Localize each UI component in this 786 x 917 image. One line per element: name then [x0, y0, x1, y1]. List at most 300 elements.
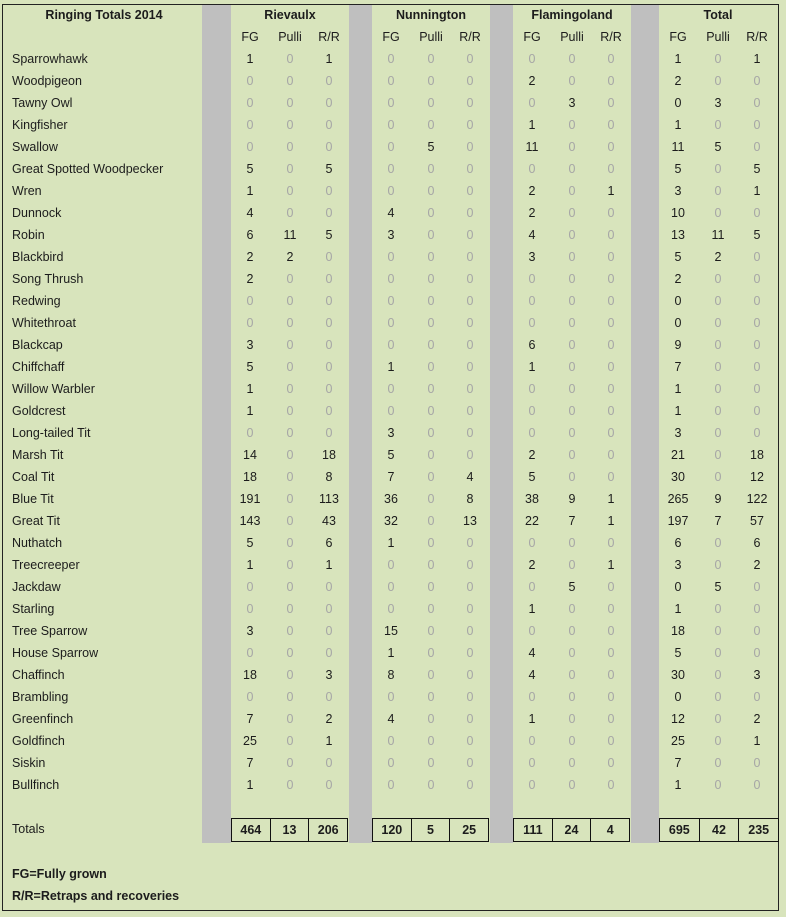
count-cell: 0	[246, 74, 254, 88]
count-cell: 0	[528, 756, 536, 770]
count-cell: 0	[325, 602, 333, 616]
count-cell: 3	[325, 668, 333, 682]
count-cell: 0	[607, 756, 615, 770]
count-cell: 0	[246, 602, 254, 616]
count-cell: 0	[466, 316, 474, 330]
count-cell: 0	[714, 74, 722, 88]
count-cell: 0	[714, 206, 722, 220]
count-cell: 2	[325, 712, 333, 726]
count-cell: 191	[239, 492, 261, 506]
count-cell: 0	[753, 338, 761, 352]
count-cell: 1	[246, 404, 254, 418]
count-cell: 0	[607, 52, 615, 66]
count-cell: 0	[286, 316, 294, 330]
count-cell: 1	[246, 778, 254, 792]
species-name: Kingfisher	[12, 118, 68, 132]
count-cell: 6	[528, 338, 536, 352]
count-cell: 0	[387, 74, 395, 88]
count-cell: 0	[387, 96, 395, 110]
count-cell: 0	[325, 74, 333, 88]
count-cell: 0	[286, 162, 294, 176]
totals-box-total	[659, 818, 779, 842]
count-cell: 0	[387, 184, 395, 198]
count-cell: 0	[607, 404, 615, 418]
count-cell: 0	[714, 690, 722, 704]
species-name: Blue Tit	[12, 492, 54, 506]
count-cell: 0	[568, 228, 576, 242]
count-cell: 2	[674, 272, 682, 286]
count-cell: 6	[246, 228, 254, 242]
count-cell: 14	[243, 448, 257, 462]
count-cell: 15	[384, 624, 398, 638]
count-cell: 0	[427, 668, 435, 682]
count-cell: 4	[528, 228, 536, 242]
count-cell: 0	[714, 360, 722, 374]
count-cell: 0	[607, 470, 615, 484]
count-cell: 0	[568, 668, 576, 682]
species-name: Starling	[12, 602, 55, 616]
species-name: Whitethroat	[12, 316, 76, 330]
count-cell: 0	[466, 712, 474, 726]
count-cell: 113	[319, 492, 339, 506]
count-cell: 22	[525, 514, 539, 528]
count-cell: 10	[671, 206, 685, 220]
count-cell: 0	[528, 316, 536, 330]
count-cell: 0	[325, 404, 333, 418]
count-cell: 1	[753, 184, 761, 198]
count-cell: 0	[568, 448, 576, 462]
count-cell: 0	[466, 206, 474, 220]
count-cell: 0	[427, 294, 435, 308]
count-cell: 1	[528, 712, 536, 726]
total-cell: 25	[449, 819, 488, 841]
count-cell: 0	[607, 294, 615, 308]
count-cell: 0	[568, 536, 576, 550]
count-cell: 0	[607, 162, 615, 176]
count-cell: 2	[246, 250, 254, 264]
count-cell: 12	[750, 470, 764, 484]
count-cell: 0	[568, 734, 576, 748]
count-cell: 0	[753, 602, 761, 616]
count-cell: 0	[427, 756, 435, 770]
count-cell: 0	[568, 624, 576, 638]
count-cell: 0	[387, 756, 395, 770]
count-cell: 0	[753, 690, 761, 704]
count-cell: 0	[607, 250, 615, 264]
count-cell: 0	[427, 382, 435, 396]
subheader-pulli: Pulli	[419, 30, 443, 44]
count-cell: 0	[427, 272, 435, 286]
count-cell: 0	[674, 294, 682, 308]
count-cell: 25	[243, 734, 257, 748]
count-cell: 1	[674, 778, 682, 792]
count-cell: 0	[325, 184, 333, 198]
count-cell: 0	[427, 492, 435, 506]
column-separator	[202, 5, 231, 843]
count-cell: 0	[714, 184, 722, 198]
count-cell: 0	[607, 338, 615, 352]
subheader-fg: FG	[382, 30, 400, 44]
count-cell: 0	[607, 140, 615, 154]
count-cell: 0	[427, 206, 435, 220]
count-cell: 1	[607, 184, 615, 198]
count-cell: 0	[714, 448, 722, 462]
count-cell: 0	[528, 272, 536, 286]
count-cell: 0	[325, 206, 333, 220]
count-cell: 1	[246, 52, 254, 66]
count-cell: 0	[325, 580, 333, 594]
count-cell: 0	[427, 404, 435, 418]
count-cell: 0	[427, 250, 435, 264]
count-cell: 7	[674, 756, 682, 770]
count-cell: 0	[753, 272, 761, 286]
count-cell: 0	[286, 382, 294, 396]
count-cell: 4	[387, 712, 395, 726]
count-cell: 0	[286, 118, 294, 132]
count-cell: 0	[427, 448, 435, 462]
count-cell: 1	[607, 492, 615, 506]
count-cell: 0	[607, 316, 615, 330]
count-cell: 0	[246, 580, 254, 594]
count-cell: 0	[427, 470, 435, 484]
count-cell: 2	[753, 558, 761, 572]
count-cell: 0	[607, 734, 615, 748]
count-cell: 11	[525, 140, 539, 154]
species-name: Coal Tit	[12, 470, 55, 484]
count-cell: 0	[466, 602, 474, 616]
count-cell: 0	[325, 250, 333, 264]
species-name: Siskin	[12, 756, 46, 770]
count-cell: 0	[714, 382, 722, 396]
species-name: Tree Sparrow	[12, 624, 88, 638]
subheader-pulli: Pulli	[278, 30, 302, 44]
count-cell: 0	[246, 118, 254, 132]
count-cell: 0	[607, 448, 615, 462]
count-cell: 0	[607, 668, 615, 682]
site-header-flamingoland: Flamingoland	[531, 8, 613, 22]
count-cell: 0	[568, 250, 576, 264]
count-cell: 0	[568, 316, 576, 330]
count-cell: 0	[714, 712, 722, 726]
count-cell: 0	[714, 162, 722, 176]
count-cell: 0	[753, 580, 761, 594]
count-cell: 0	[466, 404, 474, 418]
count-cell: 0	[246, 646, 254, 660]
count-cell: 0	[714, 536, 722, 550]
count-cell: 0	[753, 404, 761, 418]
count-cell: 1	[674, 404, 682, 418]
count-cell: 0	[753, 382, 761, 396]
count-cell: 0	[466, 118, 474, 132]
count-cell: 0	[325, 96, 333, 110]
count-cell: 0	[286, 74, 294, 88]
count-cell: 0	[286, 602, 294, 616]
count-cell: 0	[427, 624, 435, 638]
count-cell: 0	[466, 338, 474, 352]
count-cell: 1	[674, 52, 682, 66]
count-cell: 0	[568, 470, 576, 484]
count-cell: 5	[246, 536, 254, 550]
count-cell: 5	[714, 580, 722, 594]
count-cell: 0	[753, 624, 761, 638]
count-cell: 0	[286, 96, 294, 110]
count-cell: 30	[671, 668, 685, 682]
count-cell: 0	[427, 338, 435, 352]
count-cell: 3	[568, 96, 576, 110]
count-cell: 0	[528, 382, 536, 396]
species-name: Willow Warbler	[12, 382, 95, 396]
count-cell: 0	[387, 580, 395, 594]
count-cell: 0	[568, 272, 576, 286]
count-cell: 0	[568, 184, 576, 198]
species-name: Goldfinch	[12, 734, 65, 748]
count-cell: 0	[607, 272, 615, 286]
count-cell: 0	[427, 184, 435, 198]
count-cell: 0	[325, 140, 333, 154]
count-cell: 5	[325, 162, 333, 176]
count-cell: 0	[753, 426, 761, 440]
count-cell: 0	[528, 294, 536, 308]
site-header-nunnington: Nunnington	[395, 8, 467, 22]
count-cell: 0	[753, 74, 761, 88]
count-cell: 0	[753, 140, 761, 154]
count-cell: 0	[286, 470, 294, 484]
count-cell: 0	[607, 228, 615, 242]
count-cell: 0	[325, 690, 333, 704]
count-cell: 0	[607, 426, 615, 440]
count-cell: 0	[466, 140, 474, 154]
count-cell: 0	[568, 756, 576, 770]
count-cell: 0	[325, 624, 333, 638]
species-name: Blackbird	[12, 250, 64, 264]
species-name: Great Tit	[12, 514, 60, 528]
species-name: Greenfinch	[12, 712, 74, 726]
column-separator	[349, 5, 372, 843]
count-cell: 13	[671, 228, 685, 242]
count-cell: 4	[466, 470, 474, 484]
count-cell: 0	[714, 734, 722, 748]
count-cell: 0	[528, 536, 536, 550]
count-cell: 0	[427, 162, 435, 176]
count-cell: 0	[466, 536, 474, 550]
count-cell: 0	[466, 624, 474, 638]
count-cell: 11	[671, 140, 685, 154]
site-header-total: Total	[703, 8, 733, 22]
count-cell: 0	[387, 272, 395, 286]
count-cell: 0	[387, 734, 395, 748]
count-cell: 18	[322, 448, 336, 462]
total-cell: 5	[411, 819, 450, 841]
count-cell: 0	[246, 316, 254, 330]
count-cell: 0	[607, 602, 615, 616]
total-cell: 111	[523, 823, 543, 837]
count-cell: 1	[325, 558, 333, 572]
species-name: Great Spotted Woodpecker	[12, 162, 164, 176]
count-cell: 0	[568, 426, 576, 440]
count-cell: 11	[283, 228, 297, 242]
species-name: Blackcap	[12, 338, 63, 352]
count-cell: 0	[714, 52, 722, 66]
count-cell: 5	[674, 162, 682, 176]
count-cell: 0	[607, 690, 615, 704]
count-cell: 0	[714, 338, 722, 352]
count-cell: 0	[246, 96, 254, 110]
count-cell: 1	[674, 602, 682, 616]
count-cell: 0	[607, 646, 615, 660]
total-cell: 206	[308, 819, 347, 841]
count-cell: 5	[427, 140, 435, 154]
count-cell: 0	[286, 492, 294, 506]
species-name: Dunnock	[12, 206, 62, 220]
count-cell: 1	[753, 734, 761, 748]
count-cell: 0	[568, 294, 576, 308]
subheader-fg: FG	[523, 30, 541, 44]
count-cell: 1	[246, 558, 254, 572]
total-cell: 42	[699, 819, 739, 841]
count-cell: 0	[753, 118, 761, 132]
count-cell: 7	[246, 712, 254, 726]
subheader-fg: FG	[241, 30, 259, 44]
count-cell: 0	[286, 712, 294, 726]
count-cell: 0	[674, 316, 682, 330]
count-cell: 0	[528, 426, 536, 440]
count-cell: 0	[714, 602, 722, 616]
count-cell: 13	[463, 514, 477, 528]
count-cell: 0	[607, 778, 615, 792]
count-cell: 0	[528, 624, 536, 638]
count-cell: 0	[528, 162, 536, 176]
count-cell: 0	[714, 294, 722, 308]
count-cell: 1	[674, 382, 682, 396]
count-cell: 7	[246, 756, 254, 770]
total-cell: 13	[270, 819, 309, 841]
count-cell: 0	[753, 778, 761, 792]
count-cell: 122	[746, 492, 768, 506]
count-cell: 3	[246, 624, 254, 638]
count-cell: 6	[325, 536, 333, 550]
count-cell: 0	[325, 756, 333, 770]
count-cell: 2	[246, 272, 254, 286]
count-cell: 0	[753, 316, 761, 330]
count-cell: 0	[286, 734, 294, 748]
count-cell: 0	[325, 360, 333, 374]
count-cell: 0	[286, 778, 294, 792]
count-cell: 2	[714, 250, 722, 264]
count-cell: 36	[384, 492, 398, 506]
count-cell: 3	[246, 338, 254, 352]
count-cell: 2	[753, 712, 761, 726]
count-cell: 0	[325, 382, 333, 396]
table-title: Ringing Totals 2014	[45, 8, 163, 22]
totals-box-rievaulx	[231, 818, 348, 842]
count-cell: 0	[528, 778, 536, 792]
count-cell: 9	[714, 492, 722, 506]
count-cell: 0	[325, 118, 333, 132]
count-cell: 0	[387, 690, 395, 704]
count-cell: 0	[568, 162, 576, 176]
count-cell: 0	[286, 536, 294, 550]
count-cell: 0	[466, 272, 474, 286]
count-cell: 2	[674, 74, 682, 88]
count-cell: 0	[286, 338, 294, 352]
count-cell: 1	[674, 118, 682, 132]
count-cell: 5	[568, 580, 576, 594]
count-cell: 0	[568, 382, 576, 396]
count-cell: 1	[528, 360, 536, 374]
count-cell: 5	[714, 140, 722, 154]
count-cell: 0	[714, 316, 722, 330]
count-cell: 3	[674, 558, 682, 572]
count-cell: 0	[387, 118, 395, 132]
count-cell: 0	[325, 778, 333, 792]
count-cell: 3	[753, 668, 761, 682]
count-cell: 0	[466, 360, 474, 374]
count-cell: 0	[607, 712, 615, 726]
count-cell: 2	[528, 448, 536, 462]
count-cell: 0	[427, 646, 435, 660]
count-cell: 0	[387, 404, 395, 418]
count-cell: 5	[753, 228, 761, 242]
count-cell: 0	[387, 140, 395, 154]
count-cell: 5	[674, 646, 682, 660]
count-cell: 0	[286, 690, 294, 704]
count-cell: 0	[528, 580, 536, 594]
count-cell: 0	[607, 580, 615, 594]
count-cell: 0	[427, 690, 435, 704]
count-cell: 0	[674, 580, 682, 594]
count-cell: 0	[466, 668, 474, 682]
species-name: Treecreeper	[12, 558, 80, 572]
count-cell: 8	[466, 492, 474, 506]
count-cell: 0	[607, 74, 615, 88]
count-cell: 0	[246, 294, 254, 308]
species-name: Sparrowhawk	[12, 52, 88, 66]
count-cell: 0	[325, 338, 333, 352]
column-separator	[631, 5, 659, 843]
count-cell: 4	[246, 206, 254, 220]
count-cell: 0	[466, 228, 474, 242]
count-cell: 0	[607, 382, 615, 396]
species-name: Chaffinch	[12, 668, 65, 682]
count-cell: 0	[387, 316, 395, 330]
count-cell: 1	[246, 184, 254, 198]
count-cell: 1	[607, 514, 615, 528]
count-cell: 0	[607, 536, 615, 550]
count-cell: 0	[286, 624, 294, 638]
count-cell: 18	[243, 668, 257, 682]
count-cell: 0	[427, 316, 435, 330]
count-cell: 0	[674, 690, 682, 704]
count-cell: 8	[325, 470, 333, 484]
totals-label: Totals	[12, 822, 45, 836]
count-cell: 0	[427, 602, 435, 616]
count-cell: 5	[753, 162, 761, 176]
count-cell: 5	[325, 228, 333, 242]
species-name: Bullfinch	[12, 778, 60, 792]
count-cell: 0	[387, 382, 395, 396]
count-cell: 0	[427, 778, 435, 792]
count-cell: 0	[714, 118, 722, 132]
count-cell: 1	[387, 360, 395, 374]
count-cell: 0	[714, 624, 722, 638]
count-cell: 2	[528, 74, 536, 88]
count-cell: 0	[246, 690, 254, 704]
count-cell: 5	[246, 360, 254, 374]
count-cell: 0	[427, 228, 435, 242]
count-cell: 18	[243, 470, 257, 484]
count-cell: 0	[427, 360, 435, 374]
species-name: Tawny Owl	[12, 96, 73, 110]
